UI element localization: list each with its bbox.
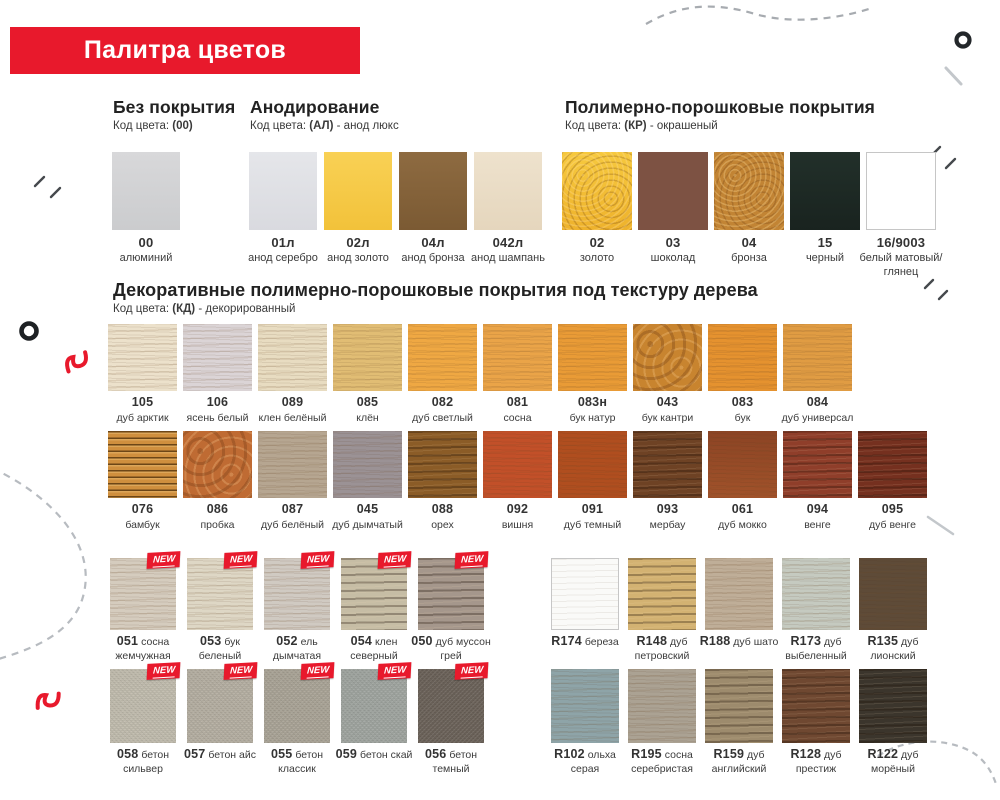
- swatch-cell-058: [110, 664, 176, 776]
- swatch-label-R173: R173 дуб выбеленный: [785, 634, 847, 662]
- code-value: (00): [172, 120, 193, 132]
- swatch-093: [633, 431, 702, 498]
- swatch-label-02: 02 золото: [579, 235, 615, 265]
- new-badge: NEW: [146, 662, 180, 679]
- new-badge: NEW: [377, 551, 411, 568]
- swatch-cell-076: [108, 431, 177, 532]
- swatch-059: [341, 664, 407, 743]
- swatch-081: [483, 324, 552, 391]
- swatch-cell-02л: [324, 152, 392, 266]
- new-badge: NEW: [223, 551, 257, 568]
- swatch-cell-R173: [782, 558, 850, 663]
- swatch-cell-057: [184, 664, 256, 763]
- swatch-cell-15: [790, 152, 860, 266]
- section-wood-header: [113, 280, 758, 315]
- decor-dash-pair-left: [35, 177, 60, 197]
- swatch-cell-086: [183, 431, 252, 532]
- swatch-label-15: 15 черный: [805, 235, 845, 265]
- swatch-R128: [782, 669, 850, 743]
- section-anodized-header: [250, 97, 399, 132]
- swatch-label-02л: 02л анод золото: [327, 235, 389, 265]
- swatch-cell-04л: [399, 152, 467, 266]
- swatch-label-087: 087 дуб белёный: [261, 502, 324, 531]
- swatch-04л: [399, 152, 467, 230]
- decor-red-squiggle-1: [62, 348, 90, 374]
- swatch-label-095: 095 дуб венге: [869, 502, 916, 531]
- swatch-label-061: 061 дуб мокко: [718, 502, 767, 531]
- new-badge: NEW: [223, 662, 257, 679]
- swatch-cell-051: [110, 553, 176, 663]
- swatch-label-059: 059 бетон скай: [335, 747, 413, 761]
- swatch-label-R159: R159 дуб английский: [711, 747, 767, 775]
- swatch-092: [483, 431, 552, 498]
- decor-dash-pair-right2: [925, 280, 947, 299]
- code-suffix: - анод люкс: [333, 120, 399, 132]
- swatch-094: [783, 431, 852, 498]
- swatch-056: [418, 664, 484, 743]
- swatch-label-094: 094 венге: [804, 502, 831, 531]
- uncoated-swatch-group: [112, 152, 180, 266]
- swatch-cell-04: [714, 152, 784, 266]
- swatch-label-082: 082 дуб светлый: [412, 395, 473, 424]
- swatch-045: [333, 431, 402, 498]
- swatch-089: [258, 324, 327, 391]
- decor-donut-left: [22, 324, 37, 339]
- swatch-label-053: 053 бук беленый: [198, 634, 242, 662]
- swatch-label-055: 055 бетон классик: [270, 747, 324, 775]
- swatch-label-04: 04 бронза: [731, 235, 767, 265]
- new-badge: NEW: [300, 662, 334, 679]
- section-powder-header: [565, 97, 875, 132]
- section-anodized-title: Анодирование: [250, 97, 380, 117]
- swatch-cell-02: [562, 152, 632, 266]
- page-title-banner: [10, 27, 360, 74]
- swatch-050: [418, 553, 484, 630]
- code-suffix: - декорированный: [195, 303, 296, 315]
- anodized-swatch-group: [248, 152, 545, 266]
- swatch-055: [264, 664, 330, 743]
- swatch-086: [183, 431, 252, 498]
- swatch-label-105: 105 дуб арктик: [116, 395, 169, 424]
- swatch-label-081: 081 сосна: [503, 395, 532, 424]
- swatch-label-R148: R148 дуб петровский: [634, 634, 690, 662]
- swatch-R188: [705, 558, 773, 630]
- code-value: (КР): [624, 120, 647, 132]
- swatch-02л: [324, 152, 392, 230]
- wood-row-2: [108, 431, 927, 532]
- swatch-cell-R135: [859, 558, 927, 663]
- swatch-cell-056: [418, 664, 484, 776]
- swatch-label-086: 086 пробка: [200, 502, 235, 531]
- swatch-cell-084: [783, 324, 852, 425]
- section-wood-title: Декоративные полимерно-порошковые покрытия под текстуру дерева: [113, 280, 758, 300]
- swatch-cell-042л: [471, 152, 545, 266]
- swatch-087: [258, 431, 327, 498]
- swatch-label-057: 057 бетон айс: [184, 747, 256, 761]
- swatch-cell-091: [558, 431, 627, 532]
- swatch-095: [858, 431, 927, 498]
- swatch-061: [708, 431, 777, 498]
- swatch-label-088: 088 орех: [431, 502, 454, 531]
- swatch-label-R188: R188 дуб шато: [699, 634, 779, 648]
- swatch-15: [790, 152, 860, 230]
- wood-row-4-right: [551, 669, 927, 776]
- swatch-cell-088: [408, 431, 477, 532]
- swatch-082: [408, 324, 477, 391]
- swatch-cell-01л: [249, 152, 317, 266]
- swatch-label-00: 00 алюминий: [119, 235, 173, 265]
- swatch-cell-053: [187, 553, 253, 663]
- swatch-088: [408, 431, 477, 498]
- swatch-label-R102: R102 ольха серая: [554, 747, 616, 775]
- swatch-04: [714, 152, 784, 230]
- swatch-label-052: 052 ель дымчатая: [272, 634, 322, 662]
- code-prefix: Код цвета:: [565, 120, 625, 132]
- swatch-cell-083н: [558, 324, 627, 425]
- swatch-label-056: 056 бетон темный: [424, 747, 478, 775]
- swatch-label-051: 051 сосна жемчужная: [115, 634, 171, 662]
- swatch-cell-R188: [699, 558, 779, 650]
- swatch-R135: [859, 558, 927, 630]
- swatch-label-R128: R128 дуб престиж: [790, 747, 842, 775]
- swatch-cell-R148: [628, 558, 696, 663]
- new-badge: NEW: [454, 662, 488, 679]
- swatch-106: [183, 324, 252, 391]
- wood-row-1: [108, 324, 852, 425]
- swatch-label-093: 093 мербау: [649, 502, 686, 531]
- swatch-cell-083: [708, 324, 777, 425]
- swatch-cell-R128: [782, 669, 850, 776]
- swatch-cell-094: [783, 431, 852, 532]
- swatch-cell-061: [708, 431, 777, 532]
- swatch-cell-089: [258, 324, 327, 425]
- swatch-076: [108, 431, 177, 498]
- page-title: Палитра цветов: [83, 36, 287, 64]
- section-powder-code: [565, 120, 875, 132]
- new-badge: NEW: [377, 662, 411, 679]
- code-suffix: - окрашеный: [646, 120, 718, 132]
- swatch-cell-054: [341, 553, 407, 663]
- swatch-043: [633, 324, 702, 391]
- swatch-label-092: 092 вишня: [501, 502, 534, 531]
- swatch-084: [783, 324, 852, 391]
- swatch-cell-085: [333, 324, 402, 425]
- swatch-R122: [859, 669, 927, 743]
- decor-slash-mid-right: [928, 517, 953, 534]
- swatch-01л: [249, 152, 317, 230]
- swatch-label-085: 085 клён: [356, 395, 379, 424]
- swatch-057: [187, 664, 253, 743]
- section-anodized-code: [250, 120, 399, 132]
- wood-row-3-left-new: [110, 553, 491, 663]
- decor-dashed-curve-top: [646, 7, 872, 24]
- swatch-cell-050: [411, 553, 491, 663]
- swatch-R102: [551, 669, 619, 743]
- swatch-R174: [551, 558, 619, 630]
- swatch-label-083: 083 бук: [731, 395, 754, 424]
- section-uncoated-header: [113, 97, 235, 132]
- swatch-083н: [558, 324, 627, 391]
- section-uncoated-code: [113, 120, 235, 132]
- new-badge: NEW: [146, 551, 180, 568]
- swatch-cell-087: [258, 431, 327, 532]
- swatch-042л: [474, 152, 542, 230]
- swatch-R148: [628, 558, 696, 630]
- swatch-label-04л: 04л анод бронза: [401, 235, 465, 265]
- swatch-cell-082: [408, 324, 477, 425]
- swatch-cell-095: [858, 431, 927, 532]
- code-value: (КД): [172, 303, 196, 315]
- swatch-cell-043: [633, 324, 702, 425]
- swatch-label-R195: R195 сосна серебристая: [631, 747, 693, 775]
- swatch-label-089: 089 клен белёный: [258, 395, 327, 424]
- swatch-label-054: 054 клен северный: [350, 634, 398, 662]
- swatch-083: [708, 324, 777, 391]
- swatch-cell-R102: [551, 669, 619, 776]
- swatch-058: [110, 664, 176, 743]
- swatch-cell-081: [483, 324, 552, 425]
- swatch-cell-052: [264, 553, 330, 663]
- swatch-cell-106: [183, 324, 252, 425]
- decor-red-squiggle-2: [34, 689, 62, 712]
- swatch-label-01л: 01л анод серебро: [248, 235, 318, 265]
- section-wood-code: [113, 303, 758, 315]
- swatch-R173: [782, 558, 850, 630]
- swatch-label-03: 03 шоколад: [650, 235, 696, 265]
- new-badge: NEW: [300, 551, 334, 568]
- wood-row-4-left-new: [110, 664, 484, 776]
- swatch-label-050: 050 дуб муссон грей: [411, 634, 491, 662]
- decor-dashed-curve-left: [0, 468, 86, 660]
- swatch-03: [638, 152, 708, 230]
- swatch-052: [264, 553, 330, 630]
- wood-row-3-right: [551, 558, 927, 663]
- swatch-cell-059: [335, 664, 413, 763]
- swatch-16/9003: [866, 152, 936, 230]
- swatch-051: [110, 553, 176, 630]
- swatch-cell-R174: [551, 558, 619, 650]
- swatch-label-R122: R122 дуб морёный: [867, 747, 919, 775]
- swatch-053: [187, 553, 253, 630]
- swatch-054: [341, 553, 407, 630]
- swatch-label-083н: 083н бук натур: [569, 395, 616, 424]
- decor-donut-top-right: [957, 34, 970, 47]
- swatch-label-084: 084 дуб универсал: [781, 395, 854, 424]
- swatch-label-058: 058 бетон сильвер: [116, 747, 170, 775]
- swatch-label-091: 091 дуб темный: [563, 502, 622, 531]
- swatch-label-043: 043 бук кантри: [641, 395, 694, 424]
- swatch-cell-092: [483, 431, 552, 532]
- swatch-00: [112, 152, 180, 230]
- swatch-label-R135: R135 дуб лионский: [867, 634, 919, 662]
- swatch-label-045: 045 дуб дымчатый: [332, 502, 403, 531]
- swatch-091: [558, 431, 627, 498]
- swatch-cell-00: [112, 152, 180, 266]
- swatch-085: [333, 324, 402, 391]
- swatch-cell-093: [633, 431, 702, 532]
- swatch-label-042л: 042л анод шампань: [471, 235, 545, 265]
- swatch-R195: [628, 669, 696, 743]
- swatch-cell-16/9003: [859, 152, 943, 280]
- code-value: (АЛ): [309, 120, 334, 132]
- decor-slash-top-right: [946, 68, 961, 84]
- swatch-R159: [705, 669, 773, 743]
- section-uncoated-title: Без покрытия: [113, 97, 236, 117]
- swatch-label-R174: R174 береза: [551, 634, 619, 648]
- swatch-cell-105: [108, 324, 177, 425]
- swatch-label-16/9003: 16/9003 белый матовый/глянец: [859, 235, 943, 278]
- section-powder-title: Полимерно-порошковые покрытия: [565, 97, 875, 117]
- code-prefix: Код цвета:: [113, 303, 173, 315]
- swatch-105: [108, 324, 177, 391]
- swatch-cell-R122: [859, 669, 927, 776]
- swatch-02: [562, 152, 632, 230]
- swatch-label-076: 076 бамбук: [125, 502, 160, 531]
- swatch-cell-03: [638, 152, 708, 266]
- swatch-cell-055: [264, 664, 330, 776]
- code-prefix: Код цвета:: [113, 120, 173, 132]
- swatch-cell-R159: [705, 669, 773, 776]
- powder-swatch-group: [562, 152, 943, 280]
- swatch-cell-045: [333, 431, 402, 532]
- new-badge: NEW: [454, 551, 488, 568]
- swatch-cell-R195: [628, 669, 696, 776]
- swatch-label-106: 106 ясень белый: [186, 395, 249, 424]
- code-prefix: Код цвета:: [250, 120, 310, 132]
